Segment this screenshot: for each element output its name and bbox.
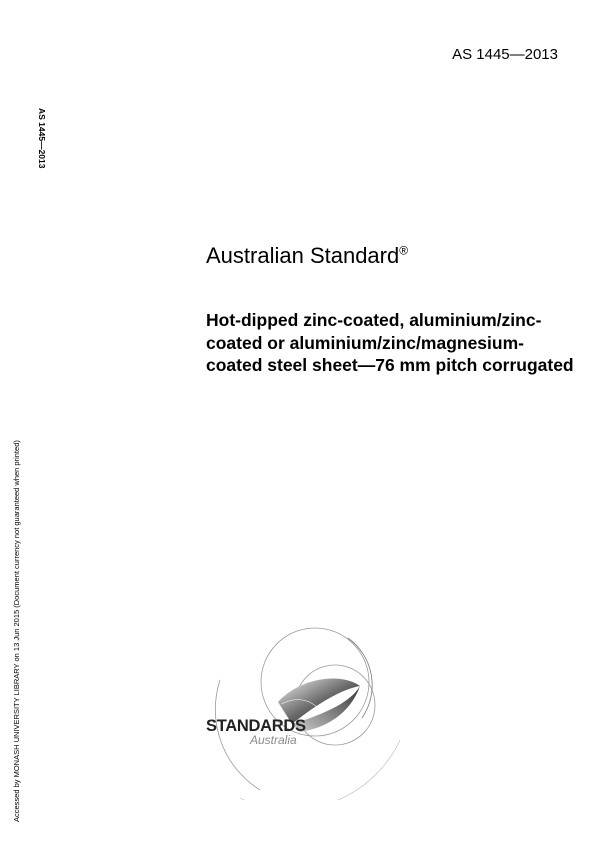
- logo-subtext: Australia: [250, 733, 297, 747]
- standards-australia-swirl-icon: [200, 620, 400, 800]
- access-note: Accessed by MONASH UNIVERSITY LIBRARY on 13 Jun 2015 (Document currency not guaranteed when printed): [12, 440, 21, 822]
- logo-wordmark: STANDARDS: [206, 717, 306, 735]
- document-title: Hot-dipped zinc-coated, aluminium/zinc-coated or aluminium/zinc/magnesium-coated steel sheet—76 mm pitch corrugated: [206, 310, 574, 375]
- spine-label: AS 1445—2013: [37, 108, 47, 169]
- registered-mark: ®: [399, 243, 409, 258]
- standard-type: [206, 243, 408, 269]
- document-number: AS 1445—2013: [452, 46, 558, 63]
- standard-type-label: Australian Standard: [206, 243, 400, 268]
